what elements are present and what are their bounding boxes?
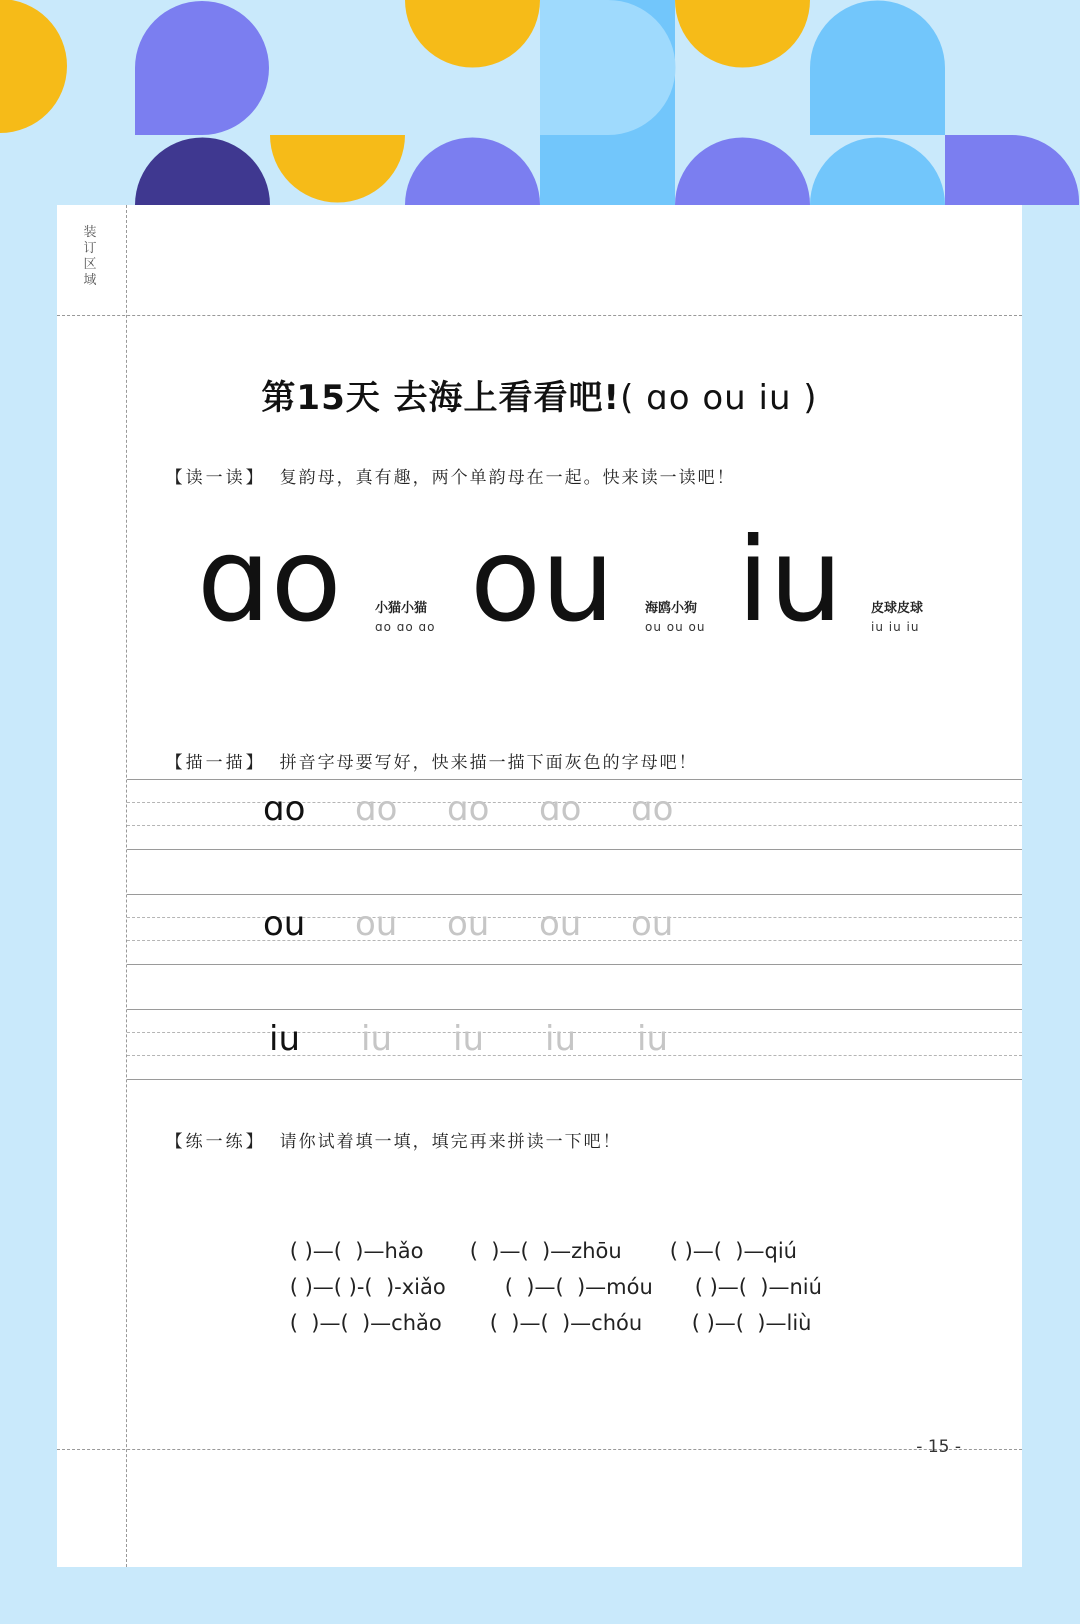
indigo-quarter: [945, 135, 1079, 205]
worksheet-page: [57, 205, 1022, 1567]
geometric-pattern: [0, 0, 1080, 205]
light-sky-shape: [540, 0, 676, 135]
trace-letter: ou: [447, 904, 490, 944]
practice-item: ( )—( )—qiú: [669, 1239, 797, 1263]
trace-letter: ɑo: [447, 789, 490, 829]
big-letters-ao: ɑo: [197, 513, 342, 648]
yellow-shape: [0, 0, 67, 133]
trace-letter: ɑo: [539, 789, 582, 829]
binding-area-label: 装 订 区 域: [83, 225, 97, 288]
practice-item: ( )—( )—chǎo: [289, 1311, 442, 1335]
grid-line: [127, 964, 1022, 965]
practice-item: ( )—( )—niú: [694, 1275, 822, 1299]
trace-letter: iu: [453, 1019, 484, 1059]
trace-letter: ɑo: [355, 789, 398, 829]
read-section-header: 【读一读】 复韵母，真有趣，两个单韵母在一起。快来读一读吧！: [165, 468, 736, 488]
caption-ao: 小猫小猫 ɑo ɑo ɑo: [375, 601, 436, 634]
decorative-banner: [0, 0, 1080, 205]
practice-row: [263, 1287, 811, 1359]
grid-line: [127, 779, 1022, 780]
indigo-semicircle-2: [675, 138, 810, 206]
practice-section-header: 【练一练】 请你试着填一填，填完再来拼读一下吧！: [165, 1132, 622, 1152]
dark-indigo-semicircle: [135, 138, 270, 206]
top-margin-line: [57, 315, 1022, 316]
yellow-top-semicircle: [405, 0, 540, 67]
big-letters-ou: ou: [470, 513, 615, 648]
grid-line: [127, 894, 1022, 895]
page-number: - 15 -: [916, 1437, 961, 1457]
caption-iu: 皮球皮球 iu iu iu: [871, 601, 924, 634]
trace-letter: ɑo: [631, 789, 674, 829]
trace-letter: iu: [637, 1019, 668, 1059]
trace-letter: ou: [631, 904, 674, 944]
sky-arch: [810, 1, 945, 135]
practice-item: ( )—( )—zhōu: [469, 1239, 622, 1263]
indigo-drop-shape: [135, 1, 269, 135]
practice-item: ( )—( )—liù: [691, 1311, 812, 1335]
practice-item: ( )—( )-( )-xiǎo: [289, 1275, 446, 1299]
practice-item: ( )—( )—hǎo: [289, 1239, 424, 1263]
grid-line: [127, 849, 1022, 850]
trace-model: ɑo: [263, 789, 306, 829]
trace-model: iu: [269, 1019, 300, 1059]
practice-item: ( )—( )—chóu: [489, 1311, 643, 1335]
grid-line: [127, 1079, 1022, 1080]
bottom-margin-line: [57, 1449, 1022, 1450]
grid-line: [127, 1009, 1022, 1010]
yellow-top-semicircle-2: [675, 0, 810, 67]
yellow-semicircle: [270, 135, 405, 203]
page-title: 第15天 去海上看看吧!( ɑo ou iu ): [261, 378, 818, 418]
trace-letter: ou: [539, 904, 582, 944]
sky-semicircle: [810, 138, 945, 206]
trace-section-header: 【描一描】 拼音字母要写好，快来描一描下面灰色的字母吧！: [165, 753, 698, 773]
caption-ou: 海鸥小狗 ou ou ou: [645, 601, 706, 634]
trace-letter: iu: [545, 1019, 576, 1059]
indigo-semicircle: [405, 138, 540, 206]
trace-letter: iu: [361, 1019, 392, 1059]
trace-model: ou: [263, 904, 306, 944]
big-letters-iu: iu: [737, 513, 843, 648]
trace-letter: ou: [355, 904, 398, 944]
practice-item: ( )—( )—móu: [504, 1275, 653, 1299]
